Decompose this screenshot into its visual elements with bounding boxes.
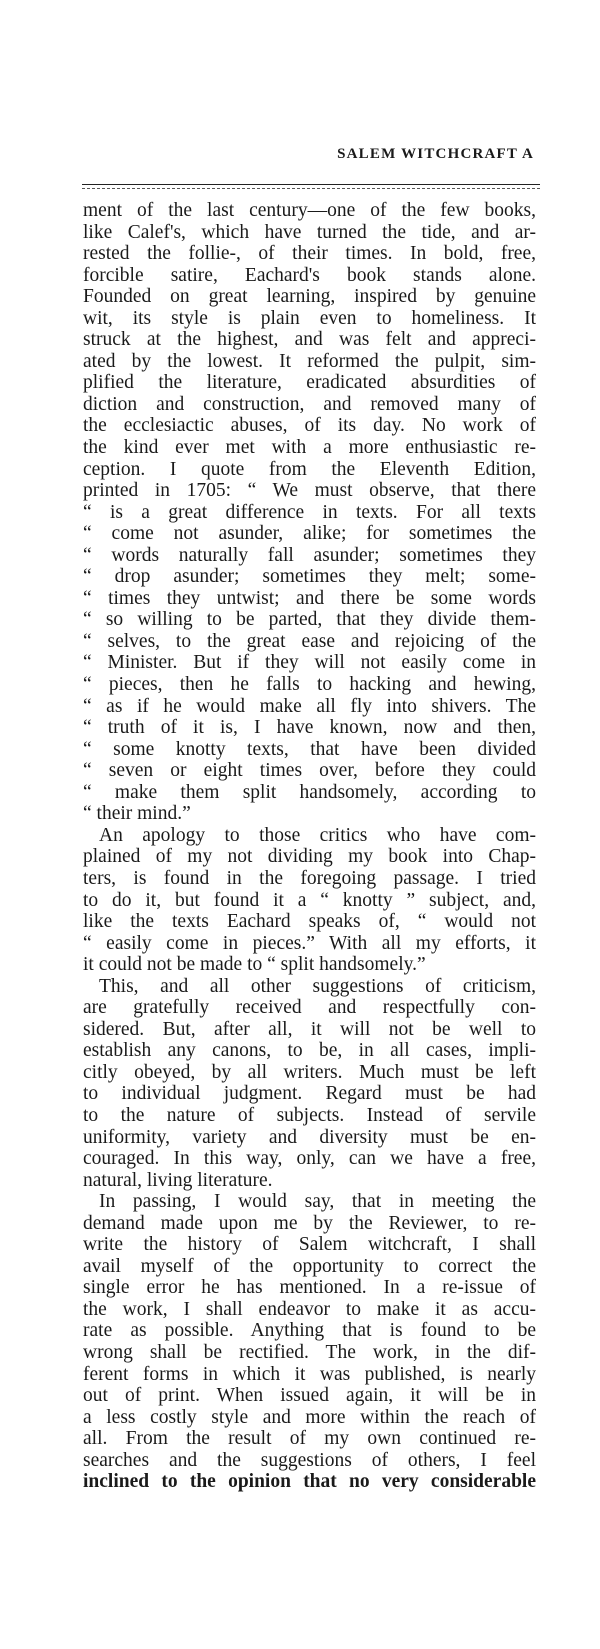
text-line: “ truth of it is, I have known, now and then, — [83, 717, 536, 739]
text-line: establish any canons, to be, in all cases, impli- — [83, 1040, 536, 1062]
text-line: to the nature of subjects. Instead of servile — [83, 1104, 536, 1126]
text-line: are gratefully received and respectfully con- — [83, 997, 536, 1019]
text-line: inclined to the opinion that no very considerable — [83, 1471, 536, 1493]
text-line: ters, is found in the foregoing passage. I tried — [83, 867, 536, 889]
text-line: “ as if he would make all fly into shivers. The — [83, 695, 536, 717]
text-line: the work, I shall endeavor to make it as accu- — [83, 1298, 536, 1320]
text-line: An apology to those critics who have com- — [99, 824, 536, 846]
text-line: “ pieces, then he falls to hacking and hewing, — [83, 674, 536, 696]
text-line: “ Minister. But if they will not easily come in — [83, 652, 536, 674]
header-rule — [82, 184, 540, 185]
text-line: the ecclesiactic abuses, of its day. No work of — [83, 415, 536, 437]
text-line: “ some knotty texts, that have been divided — [83, 738, 536, 760]
text-line: In passing, I would say, that in meeting the — [99, 1191, 536, 1213]
text-line: single error he has mentioned. In a re-issue of — [83, 1277, 536, 1299]
text-line: This, and all other suggestions of criticism, — [99, 975, 536, 997]
text-line: printed in 1705: “ We must observe, that there — [83, 480, 536, 502]
text-line: “ come not asunder, alike; for sometimes the — [83, 523, 536, 545]
text-line: couraged. In this way, only, can we have a free, — [83, 1148, 536, 1170]
text-line: plified the literature, eradicated absurdities of — [83, 372, 536, 394]
text-line: demand made upon me by the Reviewer, to re- — [83, 1212, 536, 1234]
text-line: it could not be made to “ split handsomely.” — [83, 954, 426, 976]
text-line: plained of my not dividing my book into Chap- — [83, 846, 536, 868]
text-line: diction and construction, and removed many of — [83, 393, 536, 415]
text-line: forcible satire, Eachard's book stands alone. — [83, 264, 536, 286]
text-line: “ so willing to be parted, that they divide them- — [83, 609, 536, 631]
text-line: avail myself of the opportunity to correct the — [83, 1255, 536, 1277]
text-line: “ drop asunder; sometimes they melt; some- — [83, 566, 536, 588]
text-line: searches and the suggestions of others, I feel — [83, 1449, 536, 1471]
text-line: citly obeyed, by all writers. Much must be left — [83, 1061, 536, 1083]
text-line: rested the follie-, of their times. In bold, free, — [83, 243, 536, 265]
text-line: sidered. But, after all, it will not be well to — [83, 1018, 536, 1040]
text-line: rate as possible. Anything that is found to be — [83, 1320, 536, 1342]
text-line: ment of the last century—one of the few books, — [83, 200, 536, 221]
text-line: “ seven or eight times over, before they could — [83, 760, 536, 782]
text-line: wrong shall be rectified. The work, in the dif- — [83, 1341, 536, 1363]
text-line: write the history of Salem witchcraft, I shall — [83, 1234, 536, 1256]
text-line: “ words naturally fall asunder; sometimes they — [83, 544, 536, 566]
text-line: “ their mind.” — [83, 803, 191, 825]
text-line: “ times they untwist; and there be some words — [83, 587, 536, 609]
text-line: ated by the lowest. It reformed the pulpit, sim- — [83, 350, 536, 372]
text-line: ferent forms in which it was published, is nearly — [83, 1363, 536, 1385]
text-line: all. From the result of my own continued re- — [83, 1428, 536, 1450]
text-line: “ is a great difference in texts. For all texts — [83, 501, 536, 523]
text-line: Founded on great learning, inspired by genuine — [83, 286, 536, 308]
header-rule-dashed — [82, 188, 540, 189]
text-line: to do it, but found it a “ knotty ” subject, and, — [83, 889, 536, 911]
text-line: wit, its style is plain even to homeliness. It — [83, 307, 536, 329]
running-head: SALEM WITCHCRAFT A — [337, 146, 534, 162]
text-line: “ make them split handsomely, according to — [83, 781, 536, 803]
text-line: uniformity, variety and diversity must be en- — [83, 1126, 536, 1148]
text-line: ception. I quote from the Eleventh Edition, — [83, 458, 536, 480]
body-text — [83, 200, 536, 1493]
text-line: “ selves, to the great ease and rejoicing of the — [83, 630, 536, 652]
text-line: the kind ever met with a more enthusiastic re- — [83, 437, 536, 459]
text-line: like the texts Eachard speaks of, “ would not — [83, 911, 536, 933]
text-line: a less costly style and more within the reach of — [83, 1406, 536, 1428]
text-line: “ easily come in pieces.” With all my efforts, it — [83, 932, 536, 954]
text-line: to individual judgment. Regard must be had — [83, 1083, 536, 1105]
text-line: natural, living literature. — [83, 1169, 273, 1191]
text-line: struck at the highest, and was felt and appreci- — [83, 329, 536, 351]
text-line: out of print. When issued again, it will be in — [83, 1385, 536, 1407]
text-line: like Calef's, which have turned the tide, and ar- — [83, 221, 536, 243]
